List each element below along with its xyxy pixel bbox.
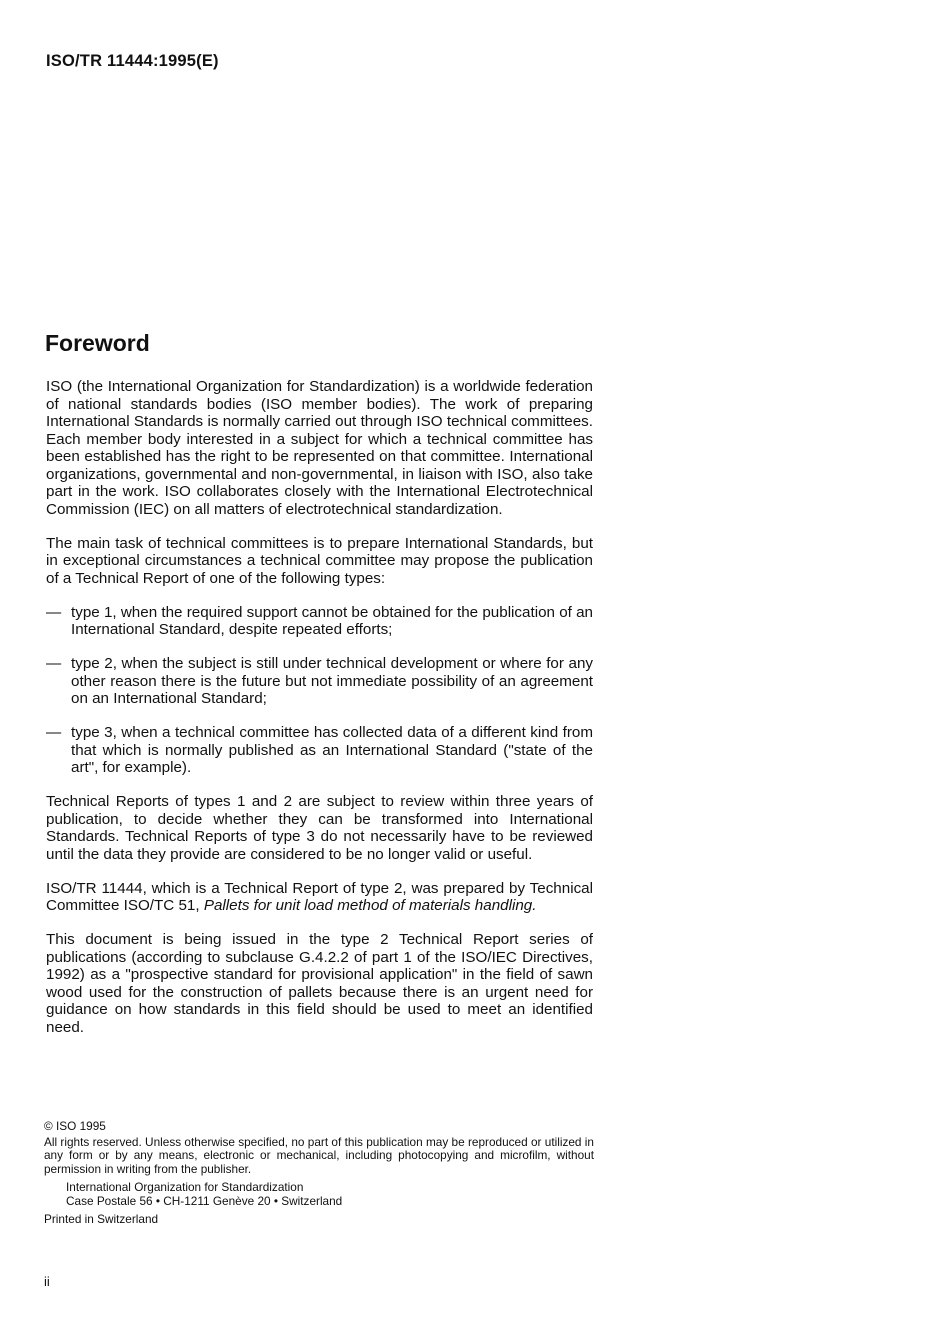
publisher-address [66, 1181, 594, 1208]
dash-bullet: — [46, 655, 62, 672]
document-id-header: ISO/TR 11444:1995(E) [46, 52, 219, 70]
paragraph-committee [46, 880, 593, 915]
paragraph-prospective-standard: This document is being issued in the type 2 Technical Report series of publications (according to subclause G.4.2.2 of part 1 of the ISO/IEC Directives, 1992) as a "prospective standard for provisional application" in the field of sawn wood used for the construction of pallets because there is an urgent need for guidance on how standards in this field should be used to meet an identified need. [46, 931, 593, 1036]
org-name: International Organization for Standardization [66, 1180, 304, 1194]
dash-bullet: — [46, 603, 62, 621]
paragraph-iso-intro: ISO (the International Organization for Standardization) is a worldwide federation of national standards bodies (ISO member bodies). The work of preparing International Standards is normally carried out through ISO technical committees. Each member body interested in a subject for which a technical committee has been established has the right to be represented on that committee. International organizations, governmental and non-governmental, in liaison with ISO, also take part in the work. ISO collaborates closely with the International Electrotechnical Commission (IEC) on all matters of electrotechnical standardization. [46, 378, 593, 518]
printed-in: Printed in Switzerland [44, 1212, 159, 1226]
copyright-line: © ISO 1995 [44, 1119, 106, 1133]
list-item-type-1 [46, 604, 593, 639]
paragraph-main-task: The main task of technical committees is to prepare International Standards, but in exceptional circumstances a technical committee may propose the publication of a Technical Report of one of the following types: [46, 534, 593, 587]
list-item-type-3 [46, 724, 593, 777]
paragraph-review: Technical Reports of types 1 and 2 are subject to review within three years of publication, to decide whether they can be transformed into International Standards. Technical Reports of type 3 do not necessarily have to be reviewed until the data they provide are considered to be no longer valid or useful. [46, 793, 593, 863]
committee-text: ISO/TR 11444, which is a Technical Report of type 2, was prepared by Technical Committee ISO/TC 51, [46, 879, 593, 914]
list-item-type-2 [46, 655, 593, 708]
list-item-text: type 1, when the required support cannot be obtained for the publication of an International Standard, despite repeated efforts; [71, 603, 593, 638]
list-item-text: type 2, when the subject is still under technical development or where for any other reason there is the future but not immediate possibility of an agreement on an International Standard; [71, 655, 593, 707]
dash-bullet: — [46, 724, 62, 741]
copyright-footer [44, 1120, 594, 1227]
page-number: ii [44, 1274, 50, 1289]
list-item-text: type 3, when a technical committee has collected data of a different kind from that which is normally published as an International Standard ("state of the art", for example). [71, 724, 593, 776]
foreword-body [46, 378, 593, 1053]
foreword-title: Foreword [45, 330, 150, 356]
committee-title-italic: Pallets for unit load method of materials handling. [203, 897, 537, 914]
rights-notice: All rights reserved. Unless otherwise specified, no part of this publication may be reproduced or utilized in any form or by any means, electronic or mechanical, including photocopying and microfilm, without permission in writing from the publisher. [44, 1134, 594, 1176]
org-address: Case Postale 56 • CH-1211 Genève 20 • Switzerland [66, 1193, 343, 1208]
